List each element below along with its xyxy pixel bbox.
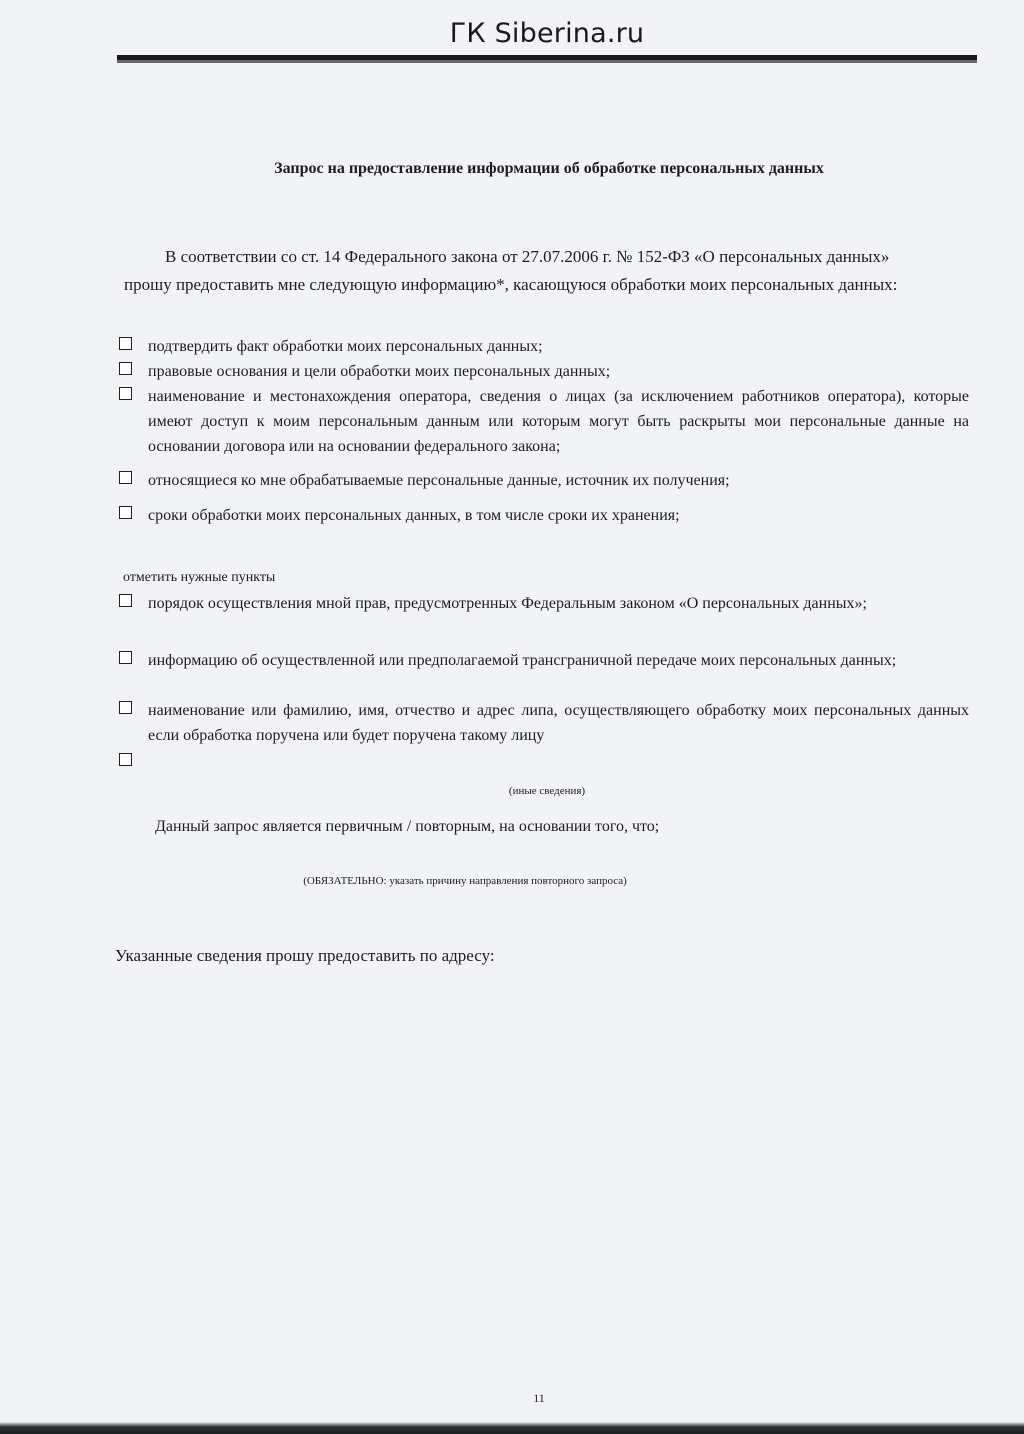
checkbox-item[interactable] [119,503,969,528]
checkbox-icon[interactable] [119,362,132,375]
document-title: Запрос на предоставление информации об обработке персональных данных [274,160,824,177]
checkbox-item[interactable] [119,648,969,673]
other-info-caption: (иные сведения) [508,785,586,797]
header-logo-title: ГК Siberina.ru [449,18,645,49]
checkbox-item[interactable] [119,334,969,359]
intro-paragraph [124,243,914,299]
page-number: 11 [533,1391,545,1405]
item-label: относящиеся ко мне обрабатываемые персональные данные, источник их получения; [148,472,730,489]
mandatory-caption: (ОБЯЗАТЕЛЬНО: указать причину направления повторного запроса) [303,875,627,887]
request-statement: Данный запрос является первичным / повторным, на основании того, что; [155,818,660,835]
item-label: наименование или фамилию, имя, отчество и адрес липа, осуществляющего обработку моих персональных данных если обработка поручена или будет поручена такому лицу [148,702,969,744]
item-label: наименование и местонахождения оператора, сведения о лицах (за исключением работников оператора), которые имеют доступ к моим персональным данным или которым могут быть раскрыты мои персональные данные на основании договора или на основании федерального закона; [148,388,969,455]
header-rule [117,55,977,60]
checkbox-item[interactable] [119,591,969,616]
checkbox-icon[interactable] [119,387,132,400]
item-label: подтвердить факт обработки моих персональных данных; [148,338,543,355]
checkbox-icon[interactable] [119,753,132,766]
checkbox-item[interactable] [119,698,969,748]
checkbox-icon[interactable] [119,651,132,664]
item-label: правовые основания и цели обработки моих персональных данных; [148,363,611,380]
checkbox-icon[interactable] [119,471,132,484]
intro-text: В соответствии со ст. 14 Федерального закона от 27.07.2006 г. № 152-ФЗ «О персональных данных» прошу предоставить мне следующую информацию*, касающуюся обработки моих персональных данных: [124,247,898,294]
item-label: информацию об осуществленной или предполагаемой трансграничной передаче моих персональных данных; [148,652,897,669]
note-text: отметить нужные пункты [123,570,276,585]
checkbox-icon[interactable] [119,506,132,519]
checkbox-item[interactable] [119,384,969,459]
checkbox-icon[interactable] [119,337,132,350]
checkbox-item[interactable] [119,468,969,493]
checkbox-item[interactable] [119,359,969,384]
checkbox-icon[interactable] [119,701,132,714]
address-line: Указанные сведения прошу предоставить по адресу: [115,946,495,965]
item-label: порядок осуществления мной прав, предусмотренных Федеральным законом «О персональных данных»; [148,595,867,612]
item-label: сроки обработки моих персональных данных, в том числе сроки их хранения; [148,507,680,524]
scan-edge [0,1422,1024,1434]
checkbox-icon[interactable] [119,594,132,607]
